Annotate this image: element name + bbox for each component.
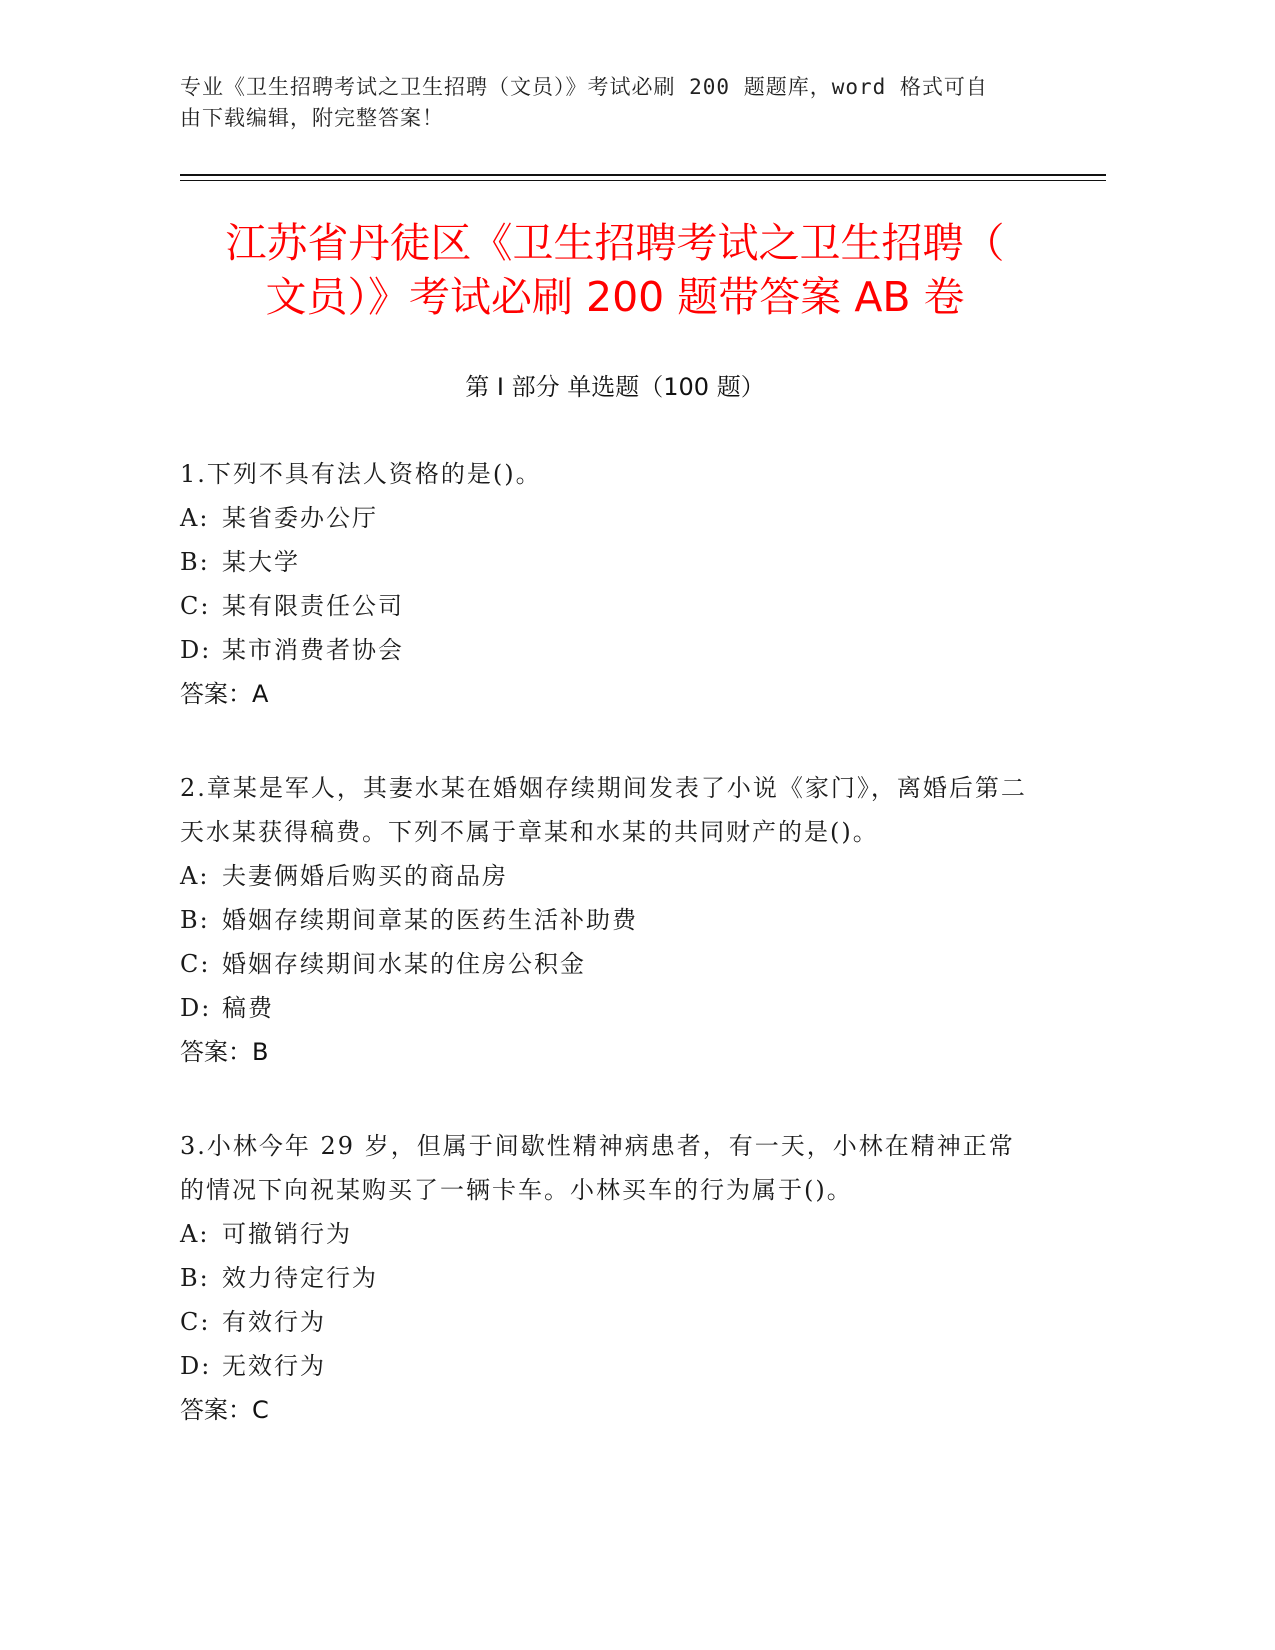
answer-line: 答案：A	[180, 680, 269, 708]
option-letter: A:	[180, 504, 210, 532]
option-text: 有效行为	[222, 1308, 326, 1336]
document-title	[150, 216, 1080, 324]
option-letter: C:	[180, 950, 211, 978]
header-rule-thick	[180, 174, 1106, 176]
header-note-line-1: 专业《卫生招聘考试之卫生招聘（文员）》考试必刷 200 题题库，word 格式可自	[180, 75, 988, 99]
option-letter: B:	[180, 906, 210, 934]
option-text: 稿费	[222, 994, 274, 1022]
question-2	[180, 766, 1040, 1074]
option-b	[180, 1256, 1040, 1300]
option-letter: A:	[180, 1220, 210, 1248]
option-d	[180, 1344, 1040, 1388]
option-text: 某有限责任公司	[222, 592, 404, 620]
header-note	[180, 72, 1040, 134]
header-rule-thin	[180, 180, 1106, 181]
option-a	[180, 1212, 1040, 1256]
question-stem: 2.章某是军人，其妻水某在婚姻存续期间发表了小说《家门》，离婚后第二天水某获得稿费。下列不属于章某和水某的共同财产的是()。	[180, 774, 1027, 846]
option-letter: C:	[180, 592, 211, 620]
option-d	[180, 628, 1040, 672]
question-list	[180, 452, 1040, 1482]
option-text: 某省委办公厅	[222, 504, 378, 532]
document-title-line-2: 文员）》考试必刷 200 题带答案 AB 卷	[265, 273, 965, 321]
answer-line: 答案：B	[180, 1038, 269, 1066]
question-stem: 3.小林今年 29 岁，但属于间歇性精神病患者，有一天，小林在精神正常的情况下向祝某购买了一辆卡车。小林买车的行为属于()。	[180, 1132, 1015, 1204]
document-title-line-1: 江苏省丹徒区《卫生招聘考试之卫生招聘（	[225, 219, 1005, 267]
option-c	[180, 584, 1040, 628]
option-text: 可撤销行为	[222, 1220, 352, 1248]
option-letter: C:	[180, 1308, 211, 1336]
option-text: 夫妻俩婚后购买的商品房	[222, 862, 508, 890]
header-note-line-2: 由下载编辑，附完整答案！	[180, 106, 444, 130]
option-letter: B:	[180, 548, 210, 576]
option-text: 婚姻存续期间章某的医药生活补助费	[222, 906, 638, 934]
option-letter: A:	[180, 862, 210, 890]
option-text: 婚姻存续期间水某的住房公积金	[222, 950, 586, 978]
option-a	[180, 496, 1040, 540]
option-a	[180, 854, 1040, 898]
question-3	[180, 1124, 1040, 1432]
option-d	[180, 986, 1040, 1030]
option-letter: D:	[180, 1352, 212, 1380]
option-c	[180, 1300, 1040, 1344]
option-letter: D:	[180, 994, 212, 1022]
section-heading: 第 I 部分 单选题（100 题）	[465, 373, 765, 401]
option-letter: B:	[180, 1264, 210, 1292]
option-b	[180, 540, 1040, 584]
option-text: 某市消费者协会	[222, 636, 404, 664]
answer-line: 答案：C	[180, 1396, 269, 1424]
option-text: 无效行为	[222, 1352, 326, 1380]
question-1	[180, 452, 1040, 716]
option-text: 效力待定行为	[222, 1264, 378, 1292]
option-text: 某大学	[222, 548, 300, 576]
option-c	[180, 942, 1040, 986]
option-b	[180, 898, 1040, 942]
option-letter: D:	[180, 636, 212, 664]
question-stem: 1.下列不具有法人资格的是()。	[180, 460, 542, 488]
